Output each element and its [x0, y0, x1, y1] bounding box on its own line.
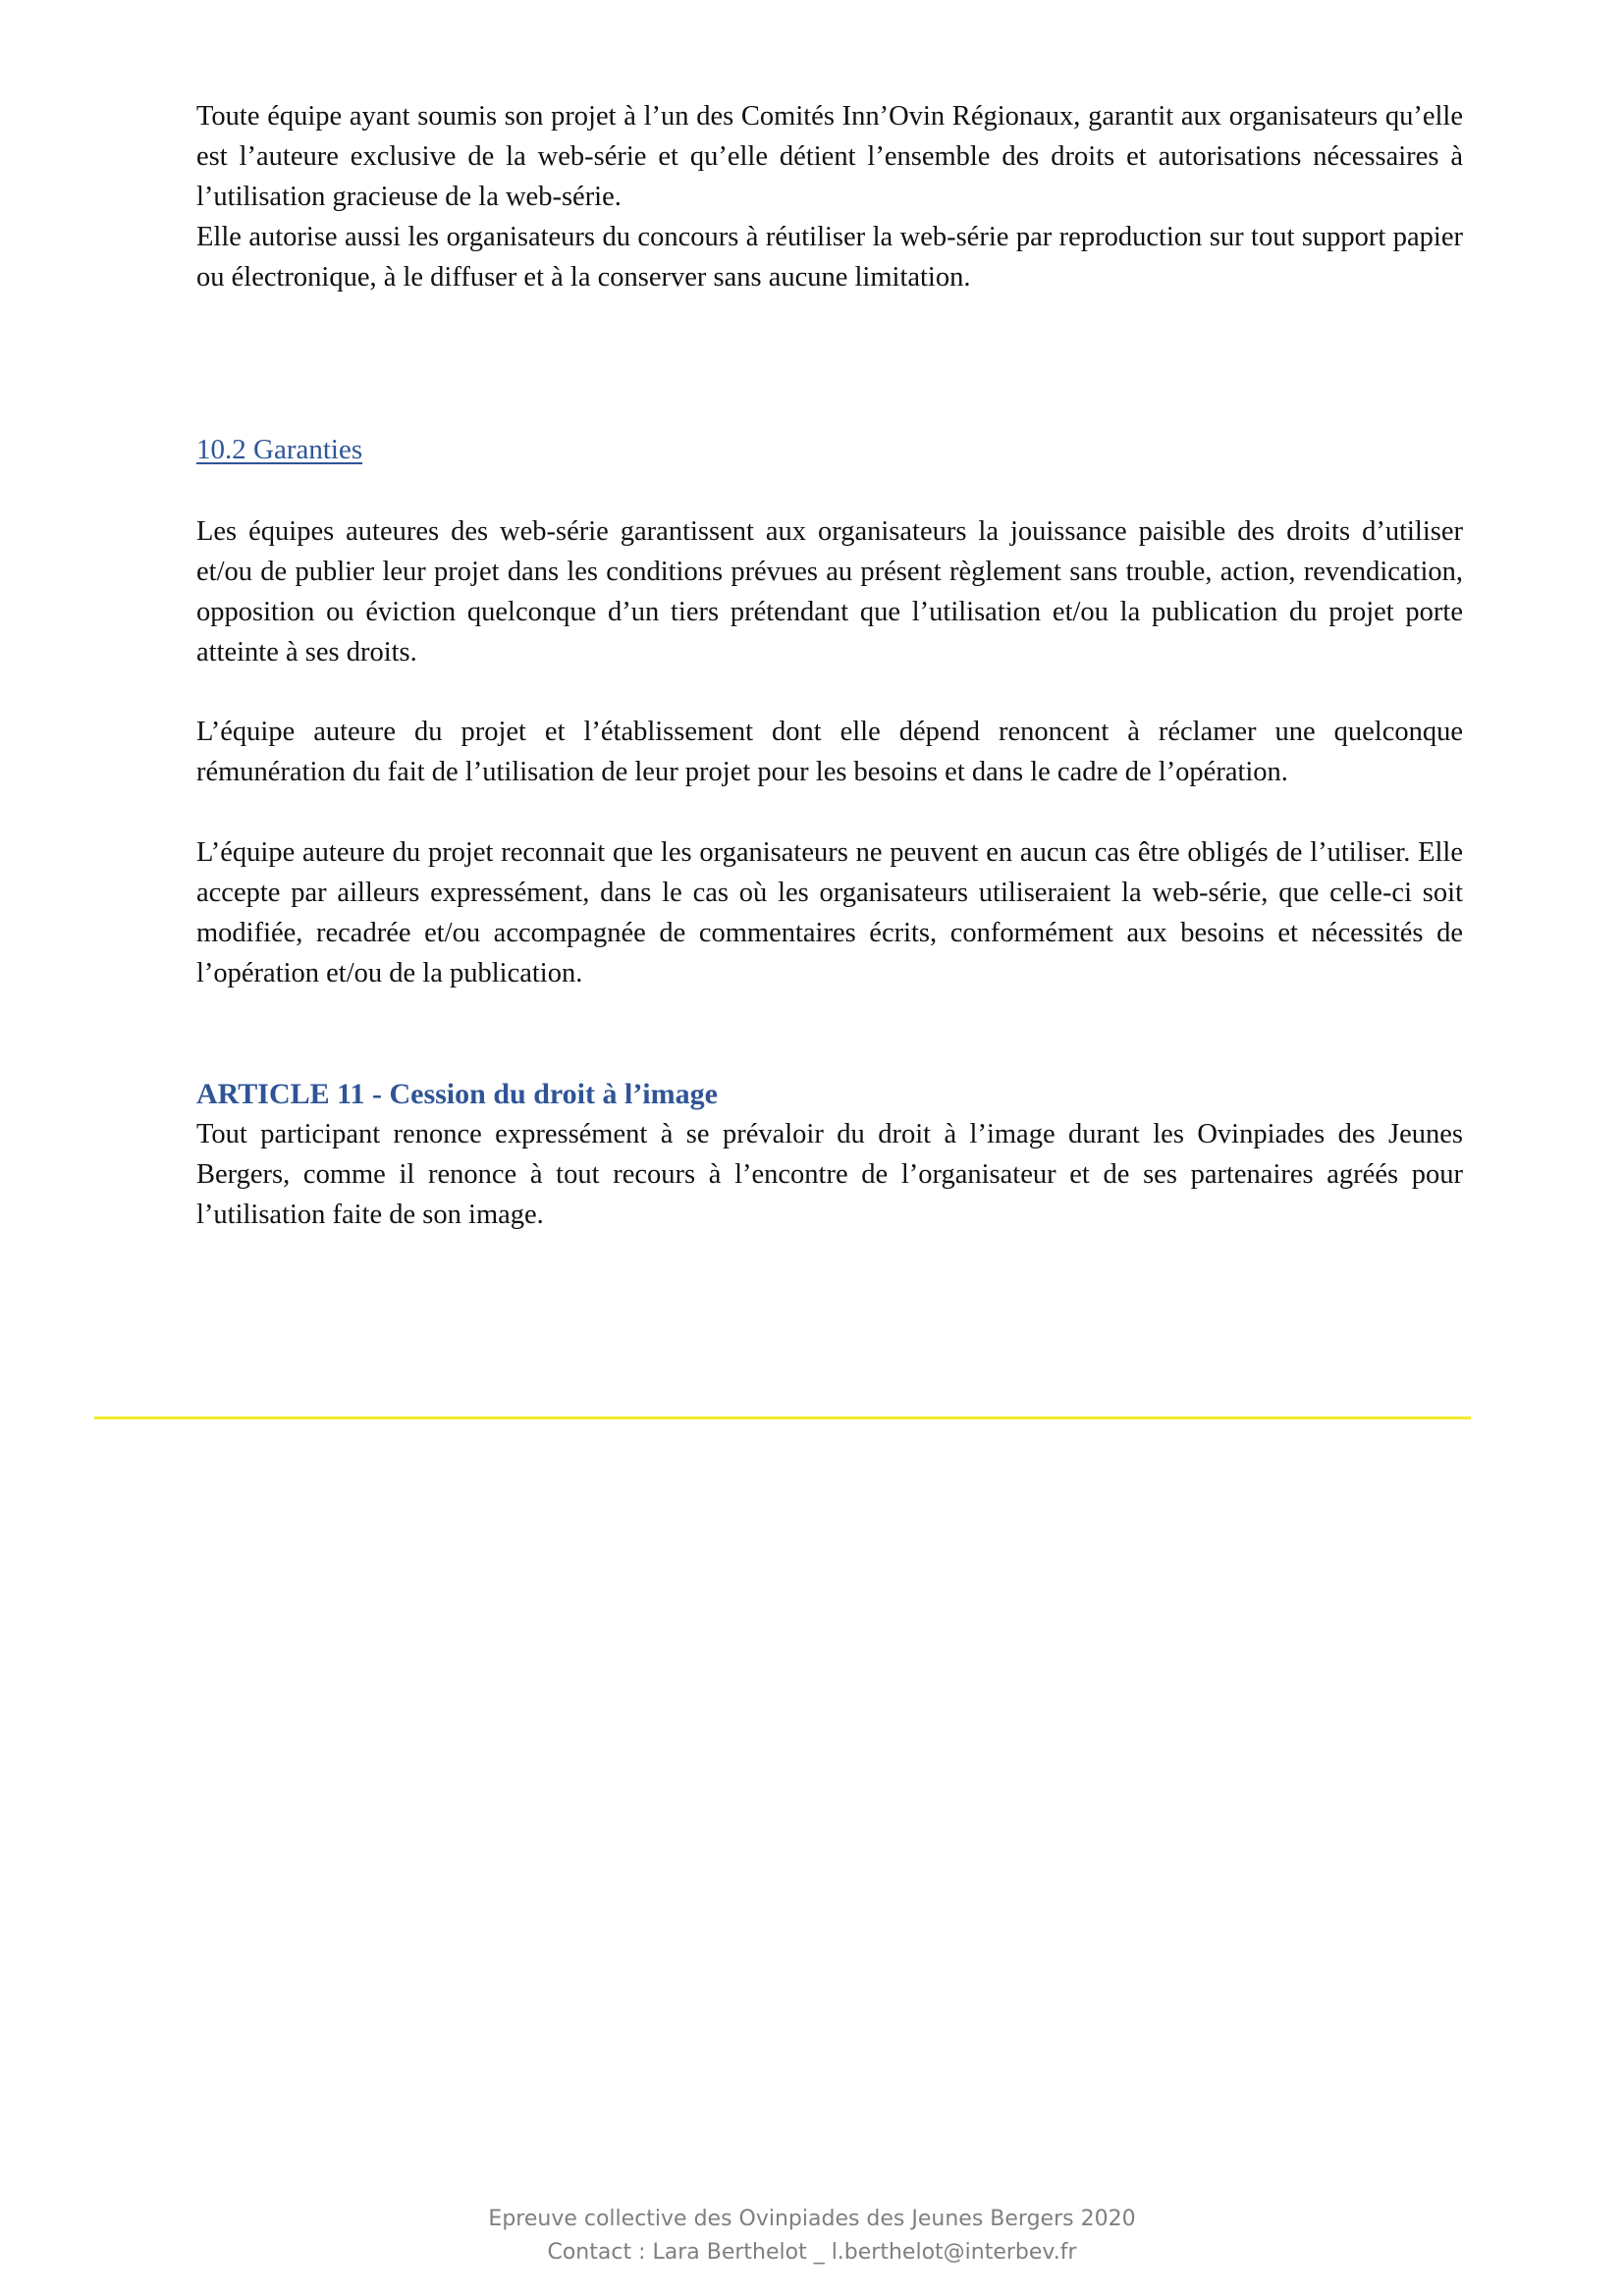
footer-divider-line	[94, 1416, 1471, 1419]
intro-paragraph-2: Elle autorise aussi les organisateurs du concours à réutiliser la web-série par reproduction sur tout support papier ou électronique, à le diffuser et à la conserver sans aucune limitation.	[196, 222, 1463, 293]
footer-contact: Contact : Lara Berthelot _ l.berthelot@interbev.fr	[547, 2240, 1077, 2265]
garanties-paragraph-1: Les équipes auteures des web-série garantissent aux organisateurs la jouissance paisible des droits d’utiliser et/ou de publier leur projet dans les conditions prévues au présent règlement sans trouble, action, revendication, opposition ou éviction quelconque d’un tiers prétendant que l’utilisation et/ou la publication du projet porte atteinte à ses droits.	[196, 516, 1463, 667]
intro-paragraph-1: Toute équipe ayant soumis son projet à l’un des Comités Inn’Ovin Régionaux, garantit aux organisateurs qu’elle est l’auteure exclusive de la web-série et qu’elle détient l’ensemble des droits et autorisations nécessaires à l’utilisation gracieuse de la web-série.	[196, 101, 1463, 212]
section-heading-10-2: 10.2 Garanties	[196, 434, 363, 465]
garanties-paragraph-3: L’équipe auteure du projet reconnait que les organisateurs ne peuvent en aucun cas être obligés de l’utiliser. Elle accepte par ailleurs expressément, dans le cas où les organisateurs utiliseraient la web-série, que celle-ci soit modifiée, recadrée et/ou accompagnée de commentaires écrits, conformément aux besoins et nécessités de l’opération et/ou de la publication.	[196, 837, 1463, 988]
article-11-paragraph: Tout participant renonce expressément à se prévaloir du droit à l’image durant les Ovinpiades des Jeunes Bergers, comme il renonce à tout recours à l’encontre de l’organisateur et de ses partenaires agréés pour l’utilisation faite de son image.	[196, 1119, 1463, 1230]
garanties-paragraph-2: L’équipe auteure du projet et l’établissement dont elle dépend renoncent à réclamer une quelconque rémunération du fait de l’utilisation de leur projet pour les besoins et dans le cadre de l’opération.	[196, 717, 1463, 787]
article-11-heading: ARTICLE 11 - Cession du droit à l’image	[196, 1078, 718, 1110]
footer-title: Epreuve collective des Ovinpiades des Jeunes Bergers 2020	[488, 2207, 1136, 2231]
